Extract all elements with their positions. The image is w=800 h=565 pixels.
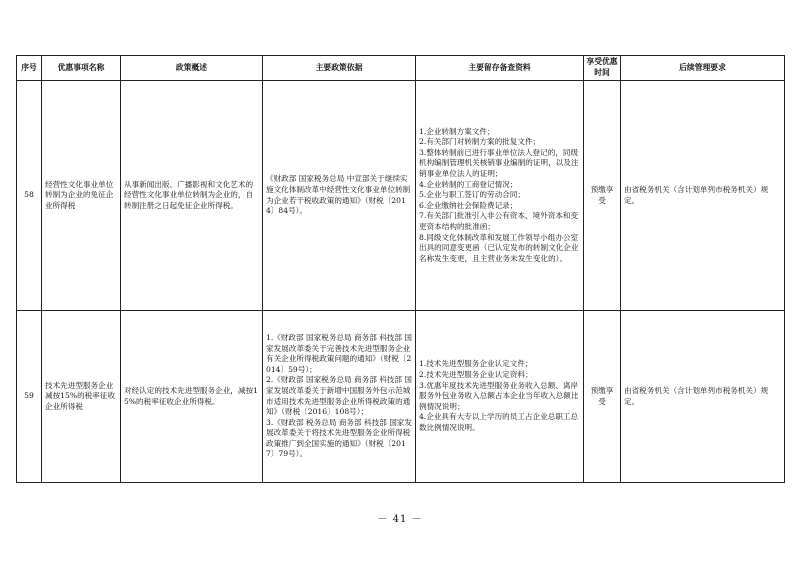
doc-line: 5.企业与职工签订的劳动合同； [419,190,525,200]
item-name: 经营性文化事业单位转制为企业的免征企业所得税 [42,81,121,311]
benefit-time: 预缴享受 [584,311,621,483]
basis-line: 2.《财政部 国家税务总局 商务部 科技部 国家发展改革委关于新增中国服务外包示范城市适用技术先进型服务企业所得税政策的通知》（财税〔2016〕108号）； [266,375,412,417]
doc-line: 3.整体转制前已进行事业单位法人登记的，同级机构编制管理机关核销事业编制的证明，以及注销事业单位法人的证明； [419,147,579,179]
doc-line: 4.企业转制的工商登记情况； [419,179,518,189]
doc-line: 1.技术先进型服务企业认定文件； [419,359,533,369]
header-time: 享受优惠时间 [584,56,621,81]
table-header-row [17,56,785,81]
row-number: 59 [17,311,42,483]
header-docs: 主要留存备查资料 [416,56,584,81]
table-row [17,81,785,311]
header-summary: 政策概述 [121,56,263,81]
doc-line: 3.优惠年度技术先进型服务业务收入总额、离岸服务外包业务收入总额占本企业当年收入总额比例情况说明； [419,380,579,411]
doc-line: 2.技术先进型服务企业认定资料； [419,370,533,380]
header-no: 序号 [17,56,42,81]
benefit-time: 预缴享受 [584,81,621,311]
policy-summary: 对经认定的技术先进型服务企业，减按15%的税率征收企业所得税。 [121,311,263,483]
basis-line: 3.《财政部 税务总局 商务部 科技部 国家发展改革委关于将技术先进型服务企业所得税政策推广到全国实施的通知》（财税〔2017〕79号）。 [266,417,412,459]
header-basis: 主要政策依据 [263,56,416,81]
row-number: 58 [17,81,42,311]
basis-line: 1.《财政部 国家税务总局 商务部 科技部 国家发展改革委关于完善技术先进型服务企业有关企业所得税政策问题的通知》（财税〔2014〕59号）； [266,332,412,374]
header-mgmt: 后续管理要求 [621,56,785,81]
policy-basis [263,81,416,311]
doc-line: 1.企业转制方案文件； [419,126,495,136]
retained-documents [416,311,584,483]
doc-line: 7.有关部门批准引入非公有资本、境外资本和变更资本结构的批准函； [419,211,579,231]
doc-line: 4.企业具有大专以上学历的员工占企业总职工总数比例情况说明。 [419,412,579,432]
follow-up-management: 由省税务机关（含计划单列市税务机关）规定。 [621,311,785,483]
table-row [17,311,785,483]
policy-basis [263,311,416,483]
policy-summary: 从事新闻出版、广播影视和文化艺术的经营性文化事业单位转制为企业的，自转制注册之日起免征企业所得税。 [121,81,263,311]
doc-line: 2.有关部门对转制方案的批复文件； [419,137,541,147]
header-name: 优惠事项名称 [42,56,121,81]
follow-up-management: 由省税务机关（含计划单列市税务机关）规定。 [621,81,785,311]
page-number: － 41 － [377,514,423,525]
item-name: 技术先进型服务企业减按15%的税率征收企业所得税 [42,311,121,483]
basis-line: 《财政部 国家税务总局 中宣部关于继续实施文化体制改革中经营性文化事业单位转制为企业若干税收政策的通知》（财税〔2014〕84号）。 [266,174,411,216]
doc-line: 8.同级文化体制改革和发展工作领导小组办公室出具的同意变更函（已认定发布的转制文化企业名称发生变更，且主营业务未发生变化的）。 [419,232,579,263]
retained-documents [416,81,584,311]
policy-table [16,55,785,483]
doc-line: 6.企业缴纳社会保险费记录； [419,200,518,210]
